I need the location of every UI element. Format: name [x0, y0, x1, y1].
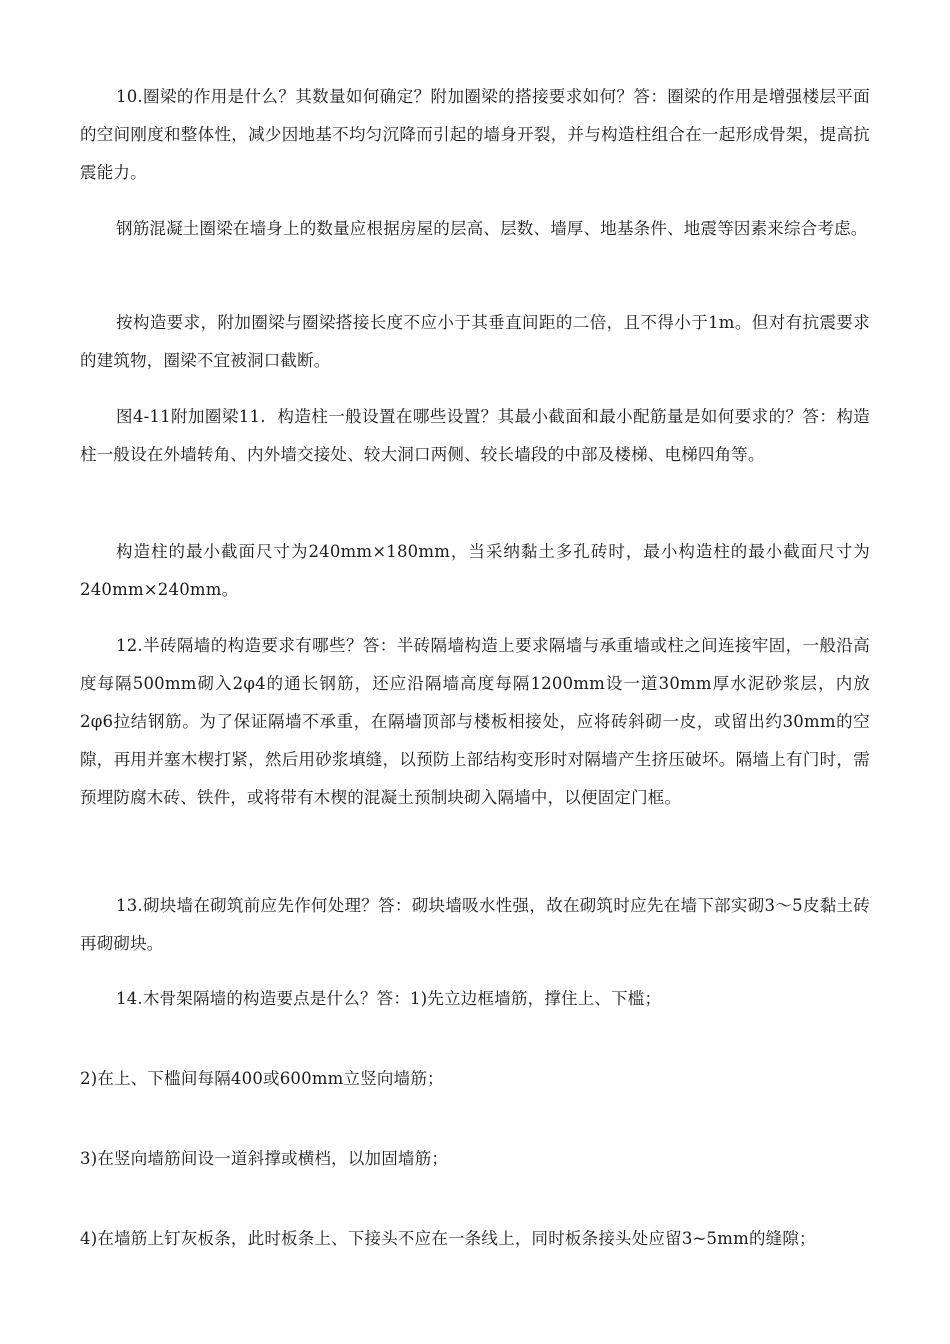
paragraph-ring-beam-quantity: 钢筋混凝土圈梁在墙身上的数量应根据房屋的层高、层数、墙厚、地基条件、地震等因素来综合考虑。: [116, 219, 868, 238]
paragraph-block-wall: 13.砌块墙在砌筑前应先作何处理？答：砌块墙吸水性强，故在砌筑时应先在墙下部实砌3～5皮黏土砖再砌砌块。: [80, 896, 870, 953]
list-item-step-3: 3)在竖向墙筋间设一道斜撑或横档，以加固墙筋；: [80, 1149, 449, 1168]
list-item-step-2: 2)在上、下槛间每隔400或600mm立竖向墙筋；: [80, 1069, 444, 1088]
paragraph-structural-column: 图4-11附加圈梁11．构造柱一般设置在哪些设置？其最小截面和最小配筋量是如何要求的？答：构造柱一般设在外墙转角、内外墙交接处、较大洞口两侧、较长墙段的中部及楼梯、电梯四角等。: [80, 407, 870, 464]
paragraph-column-section: 构造柱的最小截面尺寸为240mm×180mm，当采纳黏土多孔砖时，最小构造柱的最小截面尺寸为240mm×240mm。: [80, 542, 870, 599]
paragraph-half-brick-wall: 12.半砖隔墙的构造要求有哪些？答：半砖隔墙构造上要求隔墙与承重墙或柱之间连接牢固，一般沿高度每隔500mm砌入2φ4的通长钢筋，还应沿隔墙高度每隔1200mm设一道30mm厚水泥砂浆层，内放2φ6拉结钢筋。为了保证隔墙不承重，在隔墙顶部与楼板相接处，应将砖斜砌一皮，或留出约30mm的空隙，再用并塞木楔打紧，然后用砂浆填缝，以预防上部结构变形时对隔墙产生挤压破坏。隔墙上有门时，需预埋防腐木砖、铁件，或将带有木楔的混凝土预制块砌入隔墙中，以便固定门框。: [80, 636, 870, 807]
paragraph-ring-beam-function: 10.圈梁的作用是什么？其数量如何确定？附加圈梁的搭接要求如何？答：圈梁的作用是增强楼层平面的空间刚度和整体性，减少因地基不均匀沉降而引起的墙身开裂，并与构造柱组合在一起形成骨架，提高抗震能力。: [80, 87, 870, 182]
paragraph-wood-frame-wall: 14.木骨架隔墙的构造要点是什么？答：1)先立边框墙筋，撑住上、下槛；: [116, 989, 662, 1008]
paragraph-ring-beam-overlap: 按构造要求，附加圈梁与圈梁搭接长度不应小于其垂直间距的二倍，且不得小于1m。但对有抗震要求的建筑物，圈梁不宜被洞口截断。: [80, 313, 870, 370]
list-item-step-4: 4)在墙筋上钉灰板条，此时板条上、下接头不应在一条线上，同时板条接头处应留3~5mm的缝隙；: [80, 1229, 816, 1248]
